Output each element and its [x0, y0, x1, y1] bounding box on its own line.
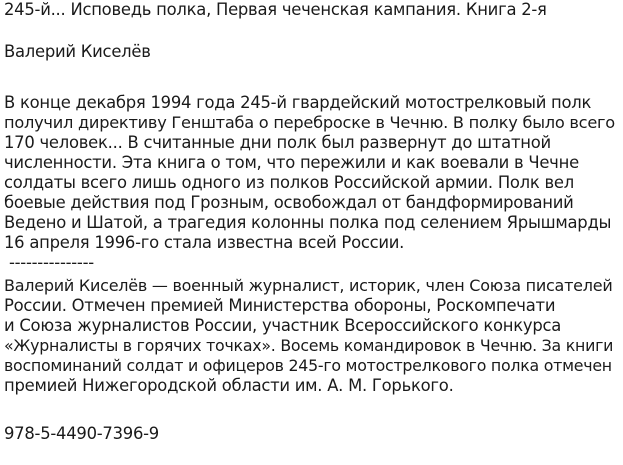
book-title: 245-й... Исповедь полка, Первая чеченская кампания. Книга 2-я [4, 0, 547, 19]
description-line: получил директиву Генштаба о переброске в Чечню. В полку было всего [4, 113, 615, 132]
separator: --------------- [4, 253, 94, 272]
description-line: 16 апреля 1996-го стала известна всей России. [4, 233, 405, 252]
bio-line: и Союза журналистов России, участник Всероссийского конкурса [4, 316, 562, 335]
description-line: солдаты всего лишь одного из полков Российской армии. Полк вел [4, 173, 574, 192]
description-line: численности. Эта книга о том, что пережили и как воевали в Чечне [4, 153, 579, 172]
bio-line: России. Отмечен премией Министерства обороны, Роскомпечати [4, 296, 556, 315]
isbn: 978-5-4490-7396-9 [4, 424, 159, 443]
bio-line: премией Нижегородской области им. А. М. Горького. [4, 376, 454, 395]
description-line: Ведено и Шатой, а трагедия колонны полка под селением Ярышмарды [4, 213, 612, 232]
bio-line: воспоминаний солдат и офицеров 245-го мотострелкового полка отмечен [4, 356, 612, 375]
bio-line: «Журналисты в горячих точках». Восемь командировок в Чечню. За книги [4, 336, 614, 355]
description-line: 170 человек... В считанные дни полк был развернут до штатной [4, 133, 551, 152]
author-name: Валерий Киселёв [4, 42, 151, 61]
bio-line: Валерий Киселёв — военный журналист, историк, член Союза писателей [4, 276, 613, 295]
description-line: В конце декабря 1994 года 245-й гвардейский мотострелковый полк [4, 93, 592, 112]
description-line: боевые действия под Грозным, освобождал от бандформирований [4, 193, 574, 212]
